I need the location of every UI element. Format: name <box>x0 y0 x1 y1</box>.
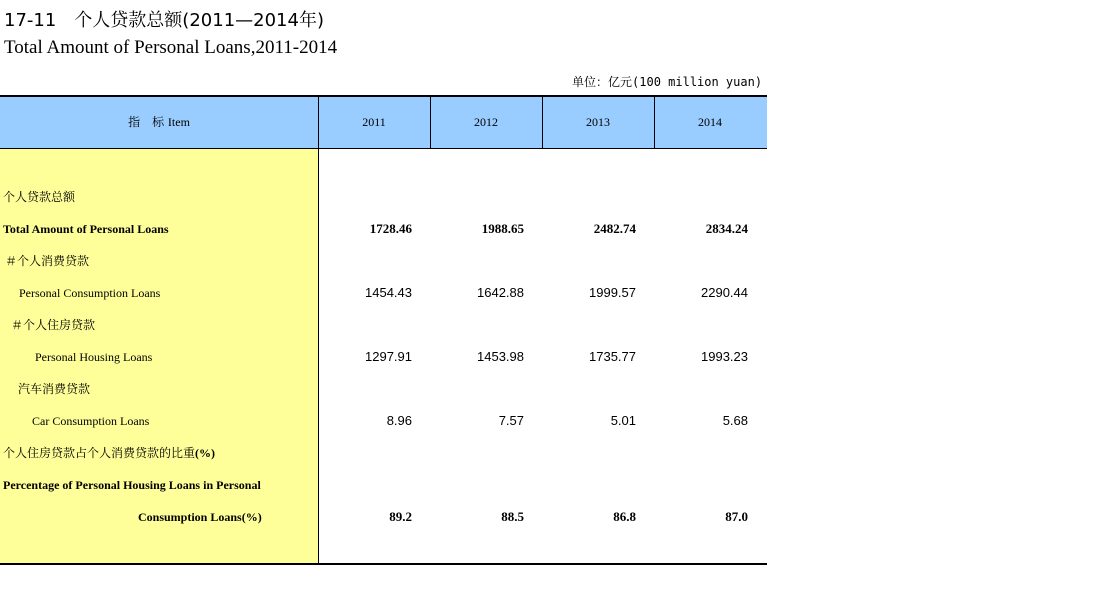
row-label-en-continued: Consumption Loans(%) <box>138 510 262 524</box>
row-label-cn: ＃个人住房贷款 <box>11 318 96 332</box>
page-title-cn <box>4 6 324 32</box>
table-cell: 88.5 <box>501 509 524 524</box>
row-label-cn: 个人住房贷款占个人消费贷款的比重(%) <box>3 446 216 460</box>
table-cell: 89.2 <box>389 509 412 524</box>
table-cell: 1454.43 <box>365 285 412 300</box>
table-cell: 1728.46 <box>369 221 412 236</box>
column-divider <box>318 97 319 563</box>
table-cell: 2290.44 <box>701 285 748 300</box>
table-cell: 8.96 <box>386 413 412 428</box>
table-cell: 1453.98 <box>477 349 524 364</box>
year-header-2014: 2014 <box>698 115 722 129</box>
row-label-cn: ＃个人消费贷款 <box>5 254 90 268</box>
unit-label: 单位：亿元(100 million yuan) <box>572 75 763 89</box>
year-header-2011: 2011 <box>362 115 386 129</box>
table-cell: 1297.91 <box>365 349 412 364</box>
table-cell: 1988.65 <box>481 221 524 236</box>
table-cell: 86.8 <box>613 509 636 524</box>
page-title-en: Total Amount of Personal Loans,2011-2014 <box>4 37 338 58</box>
row-label-en: Car Consumption Loans <box>32 414 150 428</box>
table-cell: 5.68 <box>722 413 748 428</box>
table-cell: 1999.57 <box>589 285 636 300</box>
row-label-en: Personal Housing Loans <box>35 350 153 364</box>
table-header-rule <box>0 148 767 149</box>
row-label-cn: 汽车消费贷款 <box>18 382 91 396</box>
table-cell: 2482.74 <box>593 221 636 236</box>
table-cell: 1642.88 <box>477 285 524 300</box>
table-cell: 1993.23 <box>701 349 748 364</box>
item-column-header: 指 标 Item <box>128 115 190 129</box>
table-bottom-rule <box>0 563 767 565</box>
table-cell: 7.57 <box>498 413 524 428</box>
year-header-2013: 2013 <box>586 115 610 129</box>
table-cell: 87.0 <box>725 509 748 524</box>
table-cell: 5.01 <box>610 413 636 428</box>
row-label-en: Personal Consumption Loans <box>19 286 161 300</box>
row-label-en: Total Amount of Personal Loans <box>3 222 169 236</box>
table-number: 17-11 <box>4 10 57 31</box>
table-cell: 2834.24 <box>705 221 748 236</box>
title-cn-text: 个人贷款总额(2011—2014年) <box>74 10 324 31</box>
row-label-en: Percentage of Personal Housing Loans in Personal <box>3 478 261 492</box>
year-header-2012: 2012 <box>474 115 498 129</box>
row-label-cn: 个人贷款总额 <box>3 190 76 204</box>
table-cell: 1735.77 <box>589 349 636 364</box>
